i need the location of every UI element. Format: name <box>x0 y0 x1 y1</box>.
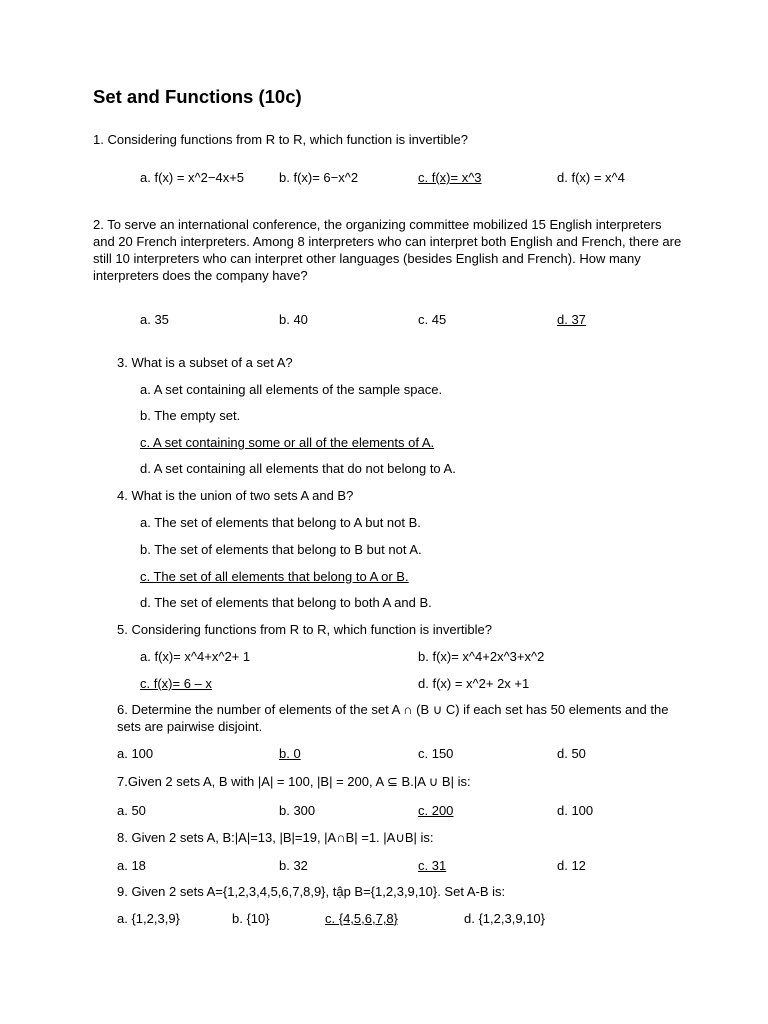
question-2-text: 2. To serve an international conference, the organizing committee mobilized 15 English interpreters and 20 French interpreters. Among 8 interpreters who can interpret both English and French, there are still 10 interpreters who can interpret other languages (besides English and French). How many interpreters does the company have? <box>93 217 682 283</box>
question-8-option-d: d. 12 <box>557 858 586 873</box>
question-6-text: 6. Determine the number of elements of the set A ∩ (B ∪ C) if each set has 50 elements and the sets are pairwise disjoint. <box>117 702 669 734</box>
question-6-option-d: d. 50 <box>557 746 586 761</box>
question-3-text: 3. What is a subset of a set A? <box>117 355 293 370</box>
question-4-option-d: d. The set of elements that belong to both A and B. <box>140 595 432 610</box>
question-7-option-c: c. 200 <box>418 803 454 818</box>
question-1-option-c: c. f(x)= x^3 <box>418 170 482 185</box>
question-9-option-a: a. {1,2,3,9} <box>117 911 180 926</box>
question-9-option-c: c. {4,5,6,7,8} <box>325 911 399 926</box>
question-3-option-b: b. The empty set. <box>140 408 241 423</box>
question-4-text: 4. What is the union of two sets A and B? <box>117 488 354 503</box>
question-6-option-c: c. 150 <box>418 746 454 761</box>
question-7-option-d: d. 100 <box>557 803 594 818</box>
question-2-option-c: c. 45 <box>418 312 447 327</box>
question-3-option-d: d. A set containing all elements that do not belong to A. <box>140 461 456 476</box>
question-2-option-b: b. 40 <box>279 312 308 327</box>
question-5-option-d: d. f(x) = x^2+ 2x +1 <box>418 676 530 691</box>
question-7-option-b: b. 300 <box>279 803 316 818</box>
question-8-option-a: a. 18 <box>117 858 146 873</box>
question-4-option-b: b. The set of elements that belong to B but not A. <box>140 542 422 557</box>
question-3-option-c: c. A set containing some or all of the elements of A. <box>140 435 435 450</box>
page-title: Set and Functions (10c) <box>93 86 302 107</box>
question-2-option-d: d. 37 <box>557 312 586 327</box>
question-5-option-a: a. f(x)= x^4+x^2+ 1 <box>140 649 251 664</box>
question-2-option-a: a. 35 <box>140 312 169 327</box>
question-6-option-b: b. 0 <box>279 746 301 761</box>
question-9-text: 9. Given 2 sets A={1,2,3,4,5,6,7,8,9}, tập B={1,2,3,9,10}. Set A-B is: <box>117 884 506 899</box>
question-8-text: 8. Given 2 sets A, B:|A|=13, |B|=19, |A∩B| =1. |A∪B| is: <box>117 830 434 845</box>
question-1-text: 1. Considering functions from R to R, which function is invertible? <box>93 132 469 147</box>
question-4-option-a: a. The set of elements that belong to A but not B. <box>140 515 421 530</box>
question-8-option-c: c. 31 <box>418 858 447 873</box>
question-5-option-b: b. f(x)= x^4+2x^3+x^2 <box>418 649 545 664</box>
question-3-option-a: a. A set containing all elements of the sample space. <box>140 382 443 397</box>
question-4-option-c: c. The set of all elements that belong to A or B. <box>140 569 409 584</box>
question-7-text: 7.Given 2 sets A, B with |A| = 100, |B| = 200, A ⊆ B.|A ∪ B| is: <box>117 774 471 789</box>
question-6-option-a: a. 100 <box>117 746 154 761</box>
question-9-option-b: b. {10} <box>232 911 270 926</box>
question-7-option-a: a. 50 <box>117 803 146 818</box>
question-1-option-d: d. f(x) = x^4 <box>557 170 625 185</box>
question-9-option-d: d. {1,2,3,9,10} <box>464 911 545 926</box>
question-5-option-c: c. f(x)= 6 – x <box>140 676 212 691</box>
question-1-option-b: b. f(x)= 6−x^2 <box>279 170 359 185</box>
question-5-text: 5. Considering functions from R to R, which function is invertible? <box>117 622 493 637</box>
question-1-option-a: a. f(x) = x^2−4x+5 <box>140 170 245 185</box>
question-8-option-b: b. 32 <box>279 858 308 873</box>
